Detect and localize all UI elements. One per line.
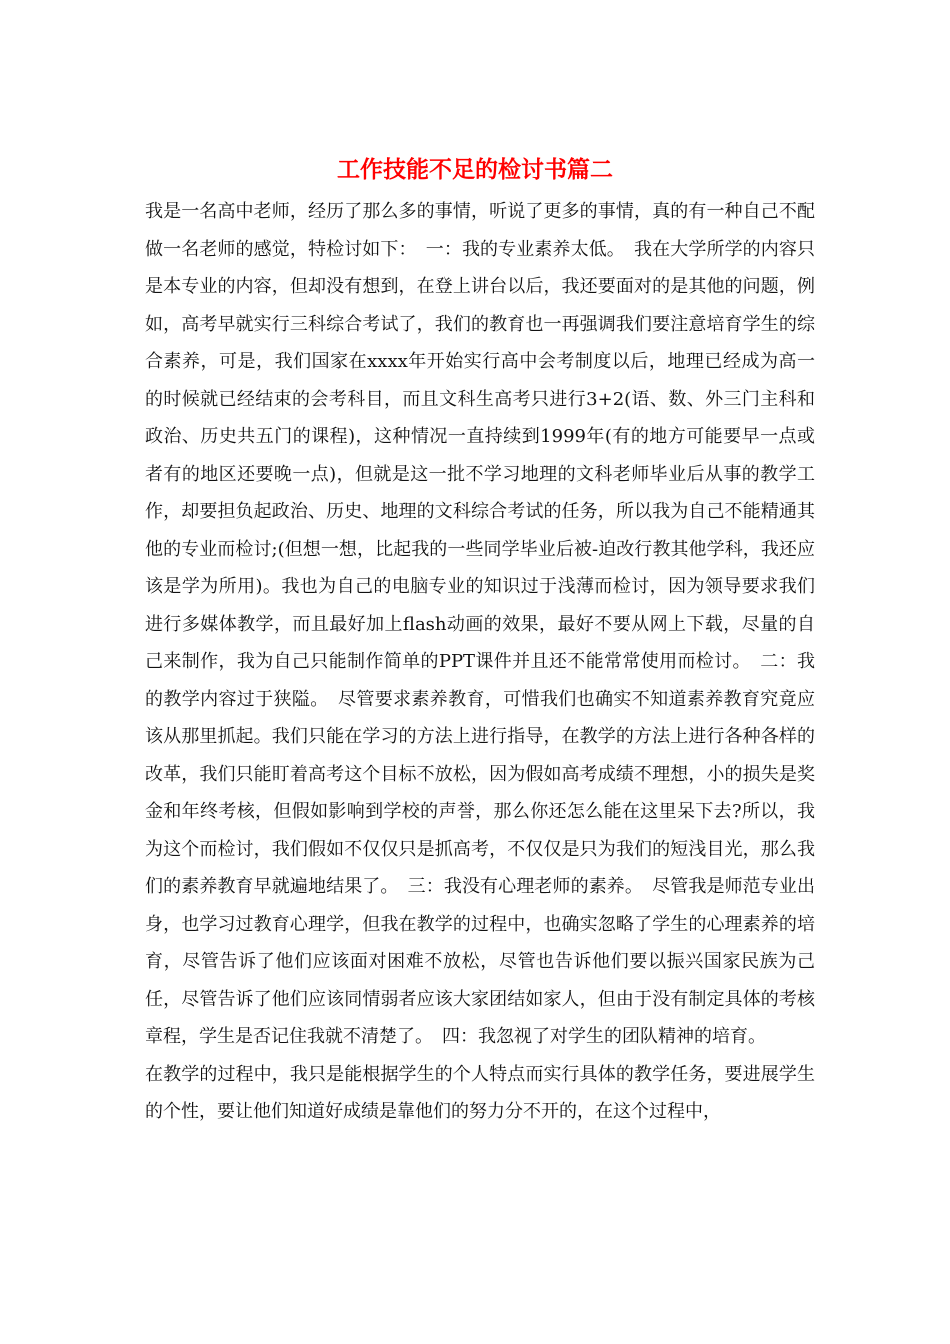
document-body xyxy=(145,193,815,1131)
document-title: 工作技能不足的检讨书篇二 xyxy=(337,156,613,183)
paragraph-2: 在教学的过程中，我只是能根据学生的个人特点而实行具体的教学任务，要进展学生的个性，要让他们知道好成绩是靠他们的努力分不开的，在这个过程中， xyxy=(145,1063,815,1122)
paragraph-1: 我是一名高中老师，经历了那么多的事情，听说了更多的事情，真的有一种自己不配做一名老师的感觉，特检讨如下： 一：我的专业素养太低。 我在大学所学的内容只是本专业的内容，但却没有想到，在登上讲台以后，我还要面对的是其他的问题，例如，高考早就实行三科综合考试了，我们的教育也一再强调我们要注意培育学生的综合素养，可是，我们国家在xxxx年开始实行高中会考制度以后，地理已经成为高一的时候就已经结束的会考科目，而且文科生高考只进行3+2(语、数、外三门主科和政治、历史共五门的课程)，这种情况一直持续到1999年(有的地方可能要早一点或者有的地区还要晚一点)，但就是这一批不学习地理的文科老师毕业后从事的教学工作，却要担负起政治、历史、地理的文科综合考试的任务，所以我为自己不能精通其他的专业而检讨;(但想一想，比起我的一些同学毕业后被-迫改行教其他学科，我还应该是学为所用)。我也为自己的电脑专业的知识过于浅薄而检讨，因为领导要求我们进行多媒体教学，而且最好加上flash动画的效果，最好不要从网上下载，尽量的自己来制作，我为自己只能制作简单的PPT课件并且还不能常常使用而检讨。 二：我的教学内容过于狭隘。 尽管要求素养教育，可惜我们也确实不知道素养教育究竟应该从那里抓起。我们只能在学习的方法上进行指导，在教学的方法上进行各种各样的改革，我们只能盯着高考这个目标不放松，因为假如高考成绩不理想，小的损失是奖金和年终考核，但假如影响到学校的声誉，那么你还怎么能在这里呆下去?所以，我为这个而检讨，我们假如不仅仅只是抓高考，不仅仅是只为我们的短浅目光，那么我们的素养教育早就遍地结果了。 三：我没有心理老师的素养。 尽管我是师范专业出身，也学习过教育心理学，但我在教学的过程中，也确实忽略了学生的心理素养的培育，尽管告诉了他们应该面对困难不放松，尽管也告诉他们要以振兴国家民族为己任，尽管告诉了他们应该同情弱者应该大家团结如家人，但由于没有制定具体的考核章程，学生是否记住我就不清楚了。 四：我忽视了对学生的团队精神的培育。 xyxy=(145,201,815,1047)
